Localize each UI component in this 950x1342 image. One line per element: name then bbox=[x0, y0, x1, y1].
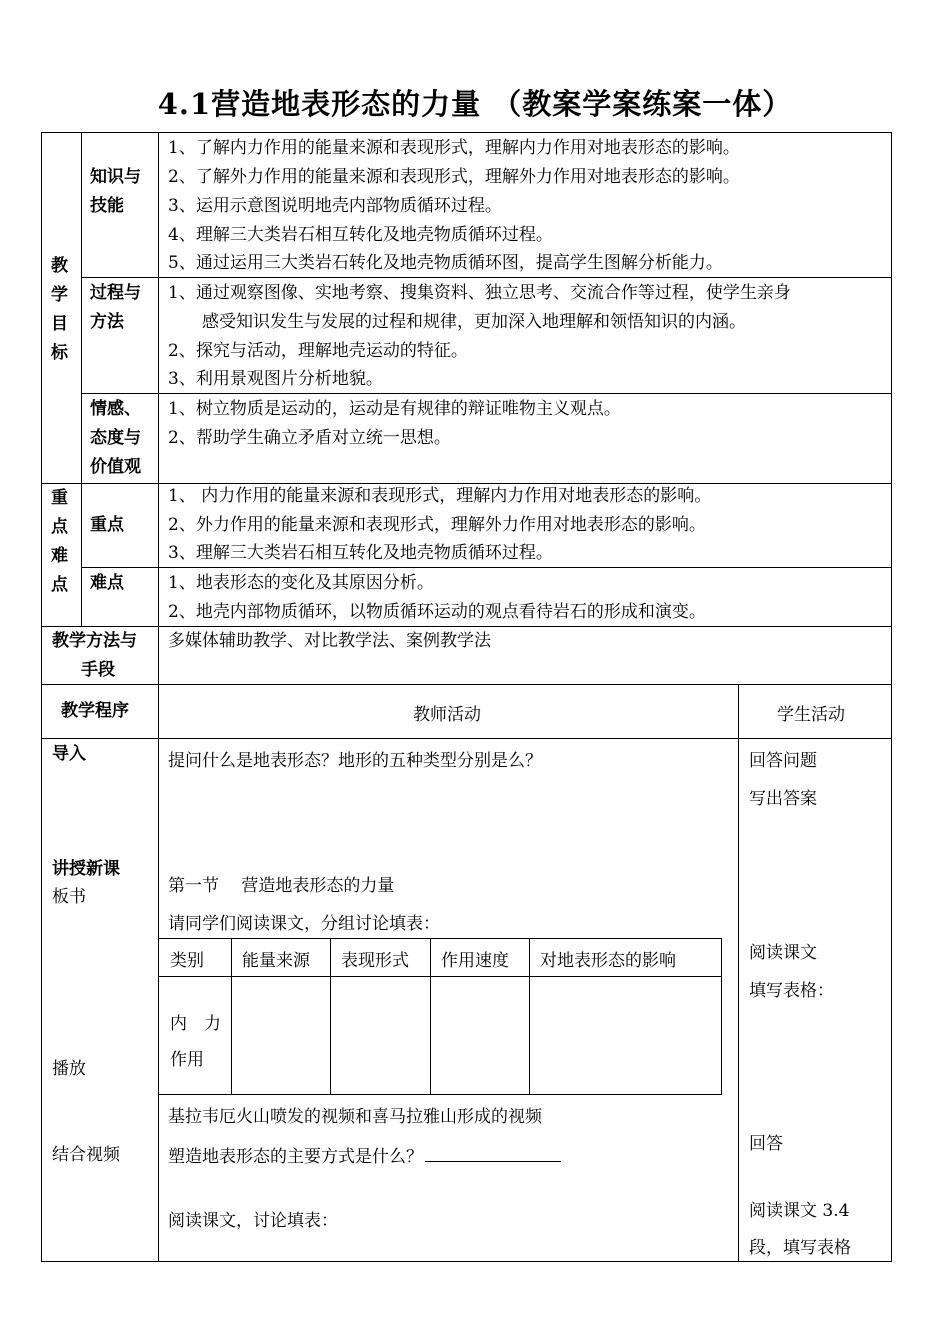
methods-label: 教学方法与 手段 bbox=[52, 631, 137, 680]
difficult-point-item: 1、地表形态的变化及其原因分析。 bbox=[168, 573, 434, 593]
header-program: 教学程序 bbox=[61, 701, 129, 721]
step-intro: 导入 bbox=[52, 744, 86, 764]
student-fill-table: 填写表格： bbox=[749, 981, 834, 1001]
teacher-question-2: 塑造地表形态的主要方式是什么？ bbox=[168, 1141, 561, 1172]
step-combine-video: 结合视频 bbox=[52, 1145, 120, 1165]
inner-table-header: 类别 bbox=[170, 951, 204, 971]
inner-table-header: 对地表形态的影响 bbox=[540, 951, 676, 971]
student-answer-question: 回答问题 bbox=[749, 751, 817, 771]
teacher-video-description: 基拉韦厄火山喷发的视频和喜马拉雅山形成的视频 bbox=[168, 1107, 542, 1127]
goals-label-char: 目 bbox=[51, 314, 68, 334]
key-difficult-section-label bbox=[51, 484, 71, 600]
student-write-answer: 写出答案 bbox=[749, 789, 817, 809]
step-board: 板书 bbox=[52, 887, 86, 907]
student-answer: 回答 bbox=[749, 1134, 783, 1154]
step-new-lesson: 讲授新课 bbox=[52, 859, 120, 879]
process-item: 感受知识发生与发展的过程和规律，更加深入地理解和领悟知识的内涵。 bbox=[202, 312, 746, 332]
emotion-label: 情感、 态度与 价值观 bbox=[90, 399, 141, 477]
key-label-char: 难 bbox=[51, 546, 68, 566]
methods-value: 多媒体辅助教学、对比教学法、案例教学法 bbox=[168, 631, 491, 651]
knowledge-item: 4、理解三大类岩石相互转化及地壳物质循环过程。 bbox=[168, 225, 553, 245]
emotion-item: 2、帮助学生确立矛盾对立统一思想。 bbox=[168, 428, 451, 448]
knowledge-item: 1、了解内力作用的能量来源和表现形式，理解内力作用对地表形态的影响。 bbox=[168, 138, 740, 158]
key-label-char: 重 bbox=[51, 488, 68, 508]
header-teacher: 教师活动 bbox=[413, 705, 481, 725]
goals-section-label bbox=[51, 252, 71, 368]
key-point-item: 2、外力作用的能量来源和表现形式，理解外力作用对地表形态的影响。 bbox=[168, 515, 706, 535]
answer-blank bbox=[425, 1141, 561, 1162]
goals-label-char: 标 bbox=[51, 343, 68, 363]
knowledge-label: 知识与 技能 bbox=[90, 167, 141, 216]
process-item: 1、通过观察图像、实地考察、搜集资料、独立思考、交流合作等过程，使学生亲身 bbox=[168, 283, 791, 303]
knowledge-item: 5、通过运用三大类岩石转化及地壳物质循环图，提高学生图解分析能力。 bbox=[168, 253, 723, 273]
goals-label-char: 教 bbox=[51, 256, 68, 276]
difficult-point-item: 2、地壳内部物质循环，以物质循环运动的观点看待岩石的形成和演变。 bbox=[168, 602, 706, 622]
process-item: 3、利用景观图片分析地貌。 bbox=[168, 369, 383, 389]
knowledge-item: 3、运用示意图说明地壳内部物质循环过程。 bbox=[168, 196, 502, 216]
key-label-char: 点 bbox=[51, 517, 68, 537]
difficult-points-label: 难点 bbox=[90, 573, 124, 593]
process-label: 过程与 方法 bbox=[90, 283, 141, 332]
header-student: 学生活动 bbox=[777, 705, 845, 725]
knowledge-item: 2、了解外力作用的能量来源和表现形式，理解外力作用对地表形态的影响。 bbox=[168, 167, 740, 187]
process-item: 2、探究与活动，理解地壳运动的特征。 bbox=[168, 341, 468, 361]
teacher-section-title: 第一节 营造地表形态的力量 bbox=[168, 876, 395, 896]
key-point-item: 1、 内力作用的能量来源和表现形式，理解内力作用对地表形态的影响。 bbox=[168, 486, 712, 506]
key-label-char: 点 bbox=[51, 575, 68, 595]
student-read-text: 阅读课文 bbox=[749, 943, 817, 963]
step-play: 播放 bbox=[52, 1059, 86, 1079]
teacher-read-2: 阅读课文，讨论填表： bbox=[168, 1211, 338, 1231]
inner-table-header: 作用速度 bbox=[441, 951, 509, 971]
teacher-read-instruction: 请同学们阅读课文，分组讨论填表： bbox=[168, 914, 440, 934]
student-read-34: 阅读课文 3.4 bbox=[749, 1201, 850, 1221]
goals-label-char: 学 bbox=[51, 285, 68, 305]
page-title: 4.1营造地表形态的力量 （教案学案练案一体） bbox=[157, 87, 793, 121]
key-points-label: 重点 bbox=[90, 515, 124, 535]
emotion-item: 1、树立物质是运动的，运动是有规律的辩证唯物主义观点。 bbox=[168, 399, 621, 419]
inner-table-header: 表现形式 bbox=[341, 951, 409, 971]
student-para-fill: 段，填写表格 bbox=[749, 1238, 851, 1258]
inner-table-header: 能量来源 bbox=[242, 951, 310, 971]
key-point-item: 3、理解三大类岩石相互转化及地壳物质循环过程。 bbox=[168, 543, 553, 563]
teacher-question-1: 提问什么是地表形态？地形的五种类型分别是么？ bbox=[168, 751, 542, 771]
inner-table-row-label: 内 力 作用 bbox=[170, 1014, 221, 1070]
